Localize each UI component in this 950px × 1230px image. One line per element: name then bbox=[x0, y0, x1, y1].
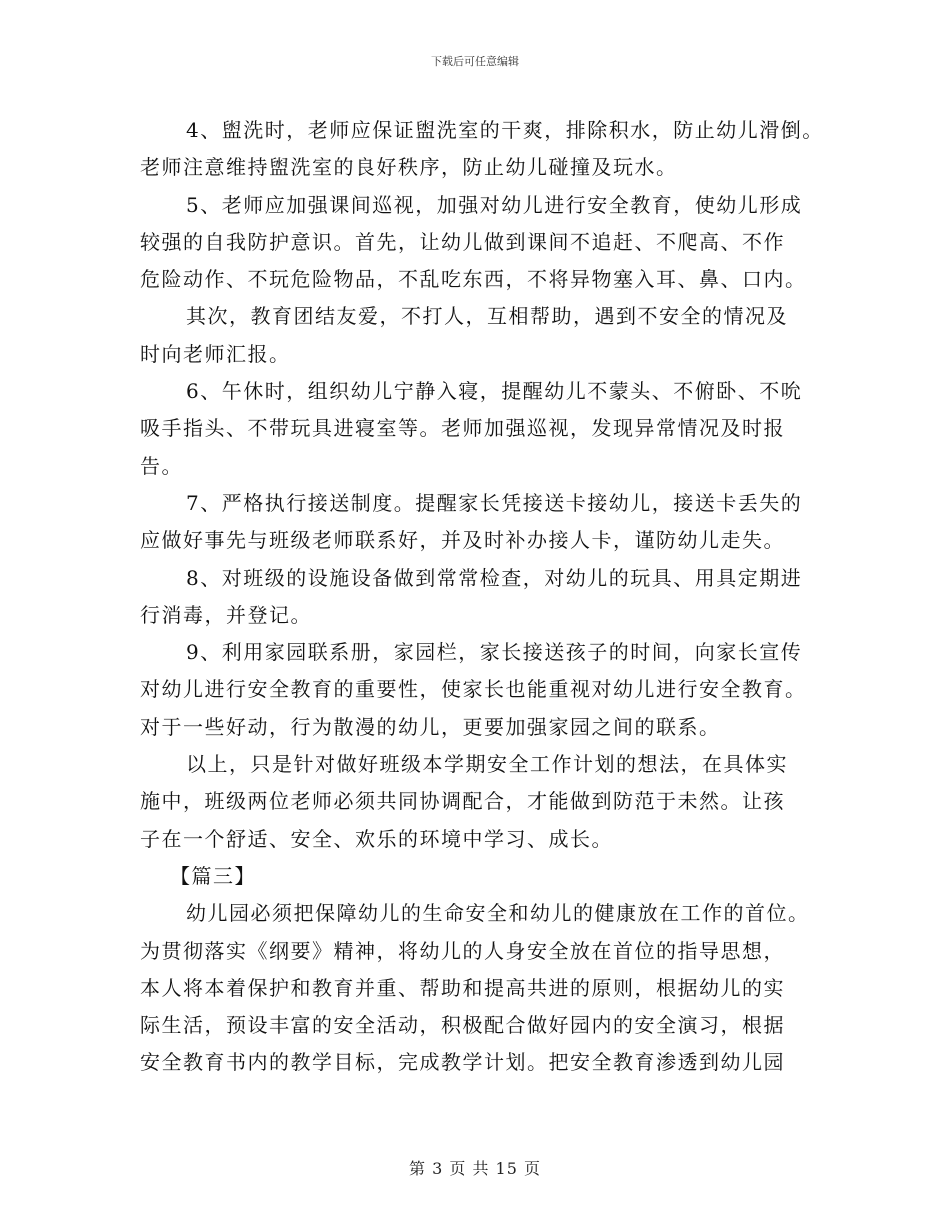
text-line: 对于一些好动，行为散漫的幼儿，更要加强家园之间的联系。 bbox=[140, 714, 721, 739]
text-line: 其次，教育团结友爱，不打人，互相帮助，遇到不安全的情况及 bbox=[186, 304, 788, 329]
text-line: 行消毒，并登记。 bbox=[140, 602, 312, 627]
page-header: 下载后可任意编辑 bbox=[431, 55, 519, 68]
text-line: 子在一个舒适、安全、欢乐的环境中学习、成长。 bbox=[140, 826, 613, 851]
text-line: 8、对班级的设施设备做到常常检查，对幼儿的玩具、用具定期进 bbox=[186, 565, 803, 590]
page-footer: 第 3 页 共 15 页 bbox=[409, 1159, 541, 1178]
text-line: 6、午休时，组织幼儿宁静入寝，提醒幼儿不蒙头、不俯卧、不吮 bbox=[186, 379, 803, 404]
text-line: 安全教育书内的教学目标，完成教学计划。把安全教育渗透到幼儿园 bbox=[140, 1050, 785, 1075]
text-line: 4、盥洗时，老师应保证盥洗室的干爽，排除积水，防止幼儿滑倒。 bbox=[186, 118, 824, 142]
text-line: 对幼儿进行安全教育的重要性，使家长也能重视对幼儿进行安全教育。 bbox=[140, 677, 807, 702]
text-line: 9、利用家园联系册，家园栏，家长接送孩子的时间，向家长宣传 bbox=[186, 640, 803, 665]
text-line: 际生活，预设丰富的安全活动，积极配合做好园内的安全演习，根据 bbox=[140, 1013, 785, 1038]
text-line: 较强的自我防护意识。首先，让幼儿做到课间不追赶、不爬高、不作 bbox=[140, 229, 785, 254]
text-line: 告。 bbox=[140, 453, 183, 478]
text-line: 本人将本着保护和教育并重、帮助和提高共进的原则，根据幼儿的实 bbox=[140, 975, 785, 1000]
text-line: 7、严格执行接送制度。提醒家长凭接送卡接幼儿，接送卡丢失的 bbox=[186, 490, 803, 515]
text-line: 为贯彻落实《纲要》精神，将幼儿的人身安全放在首位的指导思想， bbox=[140, 938, 785, 963]
text-line: 吸手指头、不带玩具进寝室等。老师加强巡视，发现异常情况及时报 bbox=[140, 416, 785, 441]
text-line: 老师注意维持盥洗室的良好秩序，防止幼儿碰撞及玩水。 bbox=[140, 155, 678, 180]
text-line: 应做好事先与班级老师联系好，并及时补办接人卡，谨防幼儿走失。 bbox=[140, 528, 785, 553]
text-line: 时向老师汇报。 bbox=[140, 341, 291, 366]
text-line: 幼儿园必须把保障幼儿的生命安全和幼儿的健康放在工作的首位。 bbox=[186, 901, 810, 926]
document-body bbox=[140, 112, 830, 1082]
text-line: 危险动作、不玩危险物品，不乱吃东西，不将异物塞入耳、鼻、口内。 bbox=[140, 267, 807, 292]
text-line: 5、老师应加强课间巡视，加强对幼儿进行安全教育，使幼儿形成 bbox=[186, 192, 803, 217]
section-heading: 【篇三】 bbox=[170, 863, 256, 888]
text-line: 施中，班级两位老师必须共同协调配合，才能做到防范于未然。让孩 bbox=[140, 789, 785, 814]
text-line: 以上，只是针对做好班级本学期安全工作计划的想法，在具体实 bbox=[186, 752, 788, 777]
